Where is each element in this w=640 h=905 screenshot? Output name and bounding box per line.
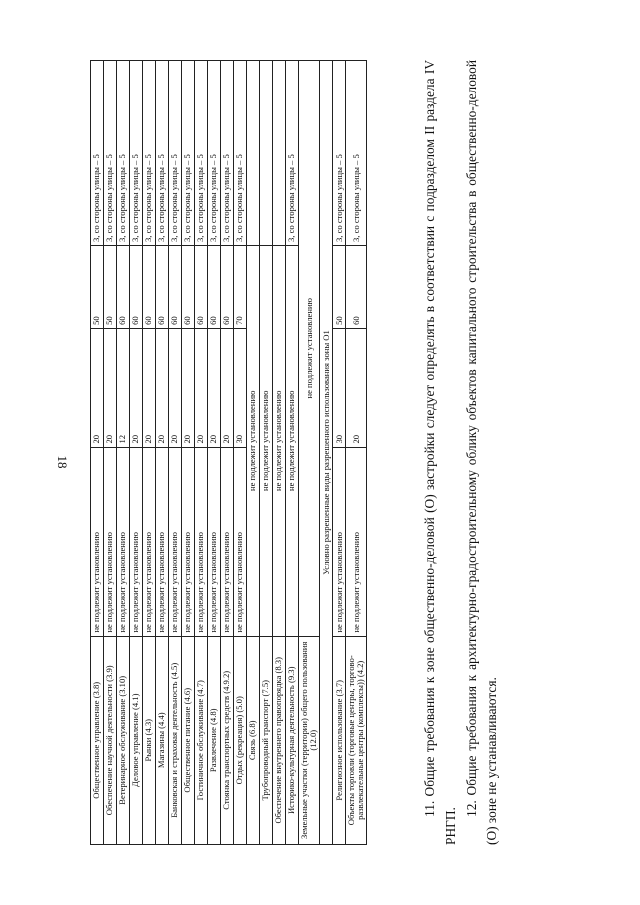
table-row: Общественное питание (4.6) не подлежит установлению 20 60 3, со стороны улицы – 5	[182, 61, 195, 845]
table-row: Земельные участки (территории) общего пользования (12.0) не подлежит установлению	[299, 61, 320, 845]
table-row: Обеспечение научной деятельности (3.9) не подлежит установлению 20 50 3, со стороны улицы – 5	[104, 61, 117, 845]
paragraph-12: 12. Общие требования к архитектурно-градостроительному облику объектов капитального строительства в общественно-деловой (О) зоне не устанавливаются.	[463, 60, 500, 845]
table-row: Рынки (4.3) не подлежит установлению 20 60 3, со стороны улицы – 5	[143, 61, 156, 845]
table-row: Религиозное использование (3.7) не подлежит установлению 30 50 3, со стороны улицы – 5	[333, 61, 346, 845]
table-row: Ветеринарное обслуживание (3.10) не подлежит установлению 12 60 3, со стороны улицы – 5	[117, 61, 130, 845]
table-row: Общественное управление (3.8) не подлежит установлению 20 50 3, со стороны улицы – 5	[91, 61, 104, 845]
table-row: Обеспечение внутреннего правопорядка (8.3) не подлежит установлению	[273, 61, 286, 845]
table-row: Банковская и страховая деятельность (4.5) не подлежит установлению 20 60 3, со стороны улицы – 5	[169, 61, 182, 845]
table-row: Трубопроводный транспорт (7.5) не подлежит установлению	[260, 61, 273, 845]
table-row: Условно разрешенные виды разрешенного использования зоны О1	[320, 61, 333, 845]
table-row: Деловое управление (4.1) не подлежит установлению 20 60 3, со стороны улицы – 5	[130, 61, 143, 845]
rotated-page-content	[90, 60, 500, 845]
table-row: Историко-культурная деятельность (9.3) не подлежит установлению 3, со стороны улицы – 5	[286, 61, 299, 845]
paragraph-11: 11. Общие требования к зоне общественно-деловой (О) застройки следует определять в соответствии с подразделом II раздела IV РНГП.	[422, 60, 458, 845]
table-row: Магазины (4.4) не подлежит установлению 20 60 3, со стороны улицы – 5	[156, 61, 169, 845]
page-number: 18	[55, 455, 70, 469]
table-row: Объекты торговли (торговые центры, торгово-развлекательные центры (комплексы)) (4.2) не подлежит установлению 20 60 3, со стороны улицы – 5	[346, 61, 367, 845]
body-paragraphs	[420, 60, 503, 845]
table-row: Стоянка транспортных средств (4.9.2) не подлежит установлению 20 60 3, со стороны улицы – 5	[221, 61, 234, 845]
zoning-parameters-table	[90, 60, 367, 845]
table-row: Связь (6.8) не подлежит установлению	[247, 61, 260, 845]
table-row: Отдых (рекреация) (5.0) не подлежит установлению 30 70 3, со стороны улицы – 5	[234, 61, 247, 845]
table-row: Гостиничное обслуживание (4.7) не подлежит установлению 20 60 3, со стороны улицы – 5	[195, 61, 208, 845]
table-row: Развлечение (4.8) не подлежит установлению 20 60 3, со стороны улицы – 5	[208, 61, 221, 845]
